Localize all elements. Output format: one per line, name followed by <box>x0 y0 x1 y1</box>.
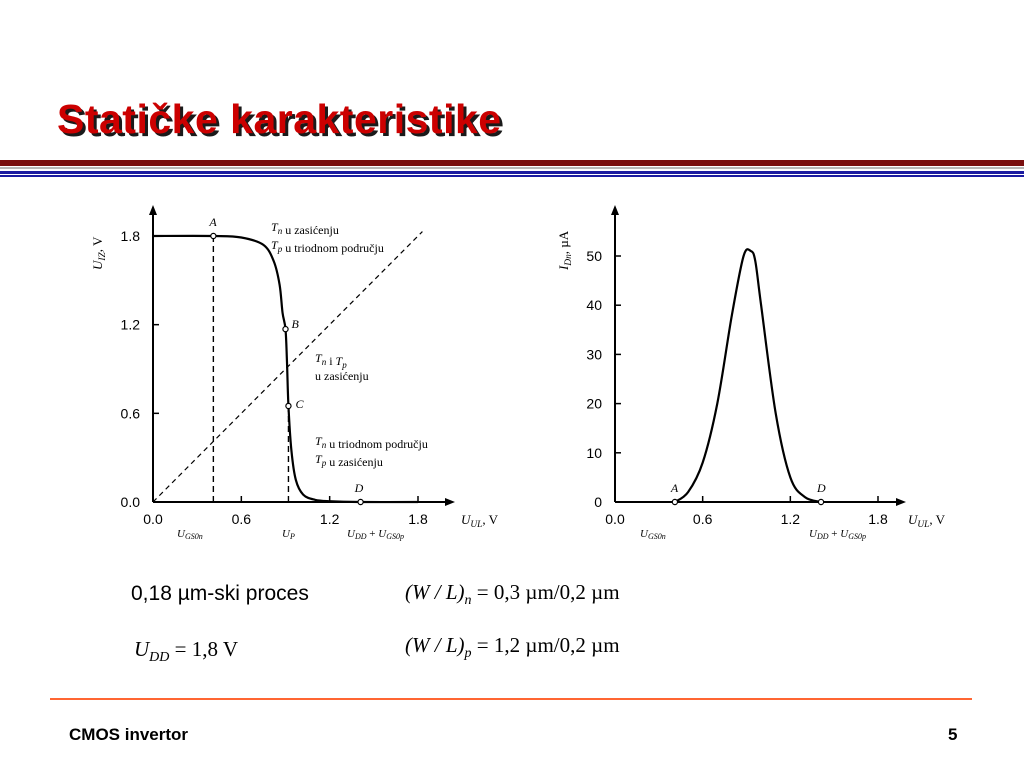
right-y-axis-label: $I_{Dn}$, µA <box>556 230 574 270</box>
footer-divider <box>50 698 972 700</box>
left-point-a <box>211 233 216 238</box>
left-x-axis-arrow <box>445 498 455 506</box>
udd-value: = 1,8 V <box>169 637 239 661</box>
left-x-annotation-ugs0n: UGS0n <box>177 528 203 541</box>
right-x-tick-label: 0.0 <box>605 511 625 527</box>
right-x-tick-label: 1.8 <box>868 511 888 527</box>
right-y-tick-label: 50 <box>586 248 602 264</box>
right-x-tick-label: 0.6 <box>692 511 713 527</box>
left-y-axis-arrow <box>149 205 157 215</box>
left-y-tick-label: 1.2 <box>120 316 140 333</box>
left-x-tick-label: 0.6 <box>231 511 252 527</box>
right-y-tick-label: 40 <box>586 297 602 314</box>
left-region-annotation-2-line2: u zasićenju <box>315 369 369 383</box>
left-region-annotation-3-line1: $T_n$ u triodnom području <box>315 434 428 451</box>
right-x-tick-label: 1.2 <box>780 511 801 527</box>
slide-title: Statičke karakteristike <box>57 96 502 142</box>
right-point-d <box>818 499 823 504</box>
wl-n-ratio: (W / L) <box>405 580 465 604</box>
wl-p-subscript: p <box>464 646 472 662</box>
left-y-tick-label: 0.6 <box>120 405 140 422</box>
left-point-c <box>286 403 291 408</box>
right-x-annotation-ugs0n: UGS0n <box>640 528 666 541</box>
udd-subscript: DD <box>149 650 170 666</box>
left-x-axis-label: $U_{UL}$, V <box>461 512 498 530</box>
right-current-curve <box>675 249 821 502</box>
right-y-tick-label: 0 <box>594 494 602 510</box>
wl-n-formula <box>405 580 620 609</box>
right-x-axis-arrow <box>896 498 906 506</box>
left-region-annotation-2-line1: $T_n$ i $T_p$ <box>315 351 347 370</box>
udd-symbol: U <box>134 637 150 661</box>
left-point-label-a: A <box>209 215 217 229</box>
left-region-annotation-1-line1: $T_n$ u zasićenju <box>271 220 339 237</box>
left-x-annotation-udd-ugs0p: UDD + UGS0p <box>347 528 404 541</box>
wl-n-value: = 0,3 µm/0,2 µm <box>471 580 620 604</box>
wl-p-formula <box>405 633 620 662</box>
left-point-d <box>358 499 363 504</box>
left-region-annotation-1-line2: $T_p$ u triodnom području <box>271 238 384 255</box>
udd-formula <box>134 637 238 666</box>
right-x-axis-label: $U_{UL}$, V <box>908 512 945 530</box>
right-point-label-a: A <box>670 481 679 495</box>
left-region-annotation-3-line2: $T_p$ u zasićenju <box>315 452 383 469</box>
left-point-label-d: D <box>354 481 364 495</box>
left-y-tick-label: 1.8 <box>120 228 140 244</box>
left-x-tick-label: 1.8 <box>408 511 428 527</box>
right-y-tick-label: 20 <box>586 395 602 412</box>
right-point-a <box>672 499 677 504</box>
left-x-tick-label: 1.2 <box>319 511 340 527</box>
left-y-axis-label: $U_{IZ}$, V <box>90 236 108 270</box>
page-number: 5 <box>948 725 958 744</box>
left-x-annotation-up: UP <box>282 528 295 541</box>
left-point-label-b: B <box>291 317 299 332</box>
footer-title: CMOS invertor <box>69 725 189 744</box>
right-y-axis-arrow <box>611 205 619 215</box>
process-label: 0,18 µm-ski proces <box>131 582 309 605</box>
wl-p-ratio: (W / L) <box>405 633 465 657</box>
right-y-tick-label: 10 <box>586 444 602 461</box>
left-x-tick-label: 0.0 <box>143 511 163 527</box>
wl-n-subscript: n <box>464 593 472 609</box>
wl-p-value: = 1,2 µm/0,2 µm <box>471 633 620 657</box>
right-y-tick-label: 30 <box>586 346 602 363</box>
left-y-tick-label: 0.0 <box>120 494 140 510</box>
left-point-label-c: C <box>295 396 304 411</box>
left-point-b <box>283 327 288 332</box>
right-x-annotation-udd-ugs0p: UDD + UGS0p <box>809 528 866 541</box>
right-point-label-d: D <box>817 481 826 495</box>
